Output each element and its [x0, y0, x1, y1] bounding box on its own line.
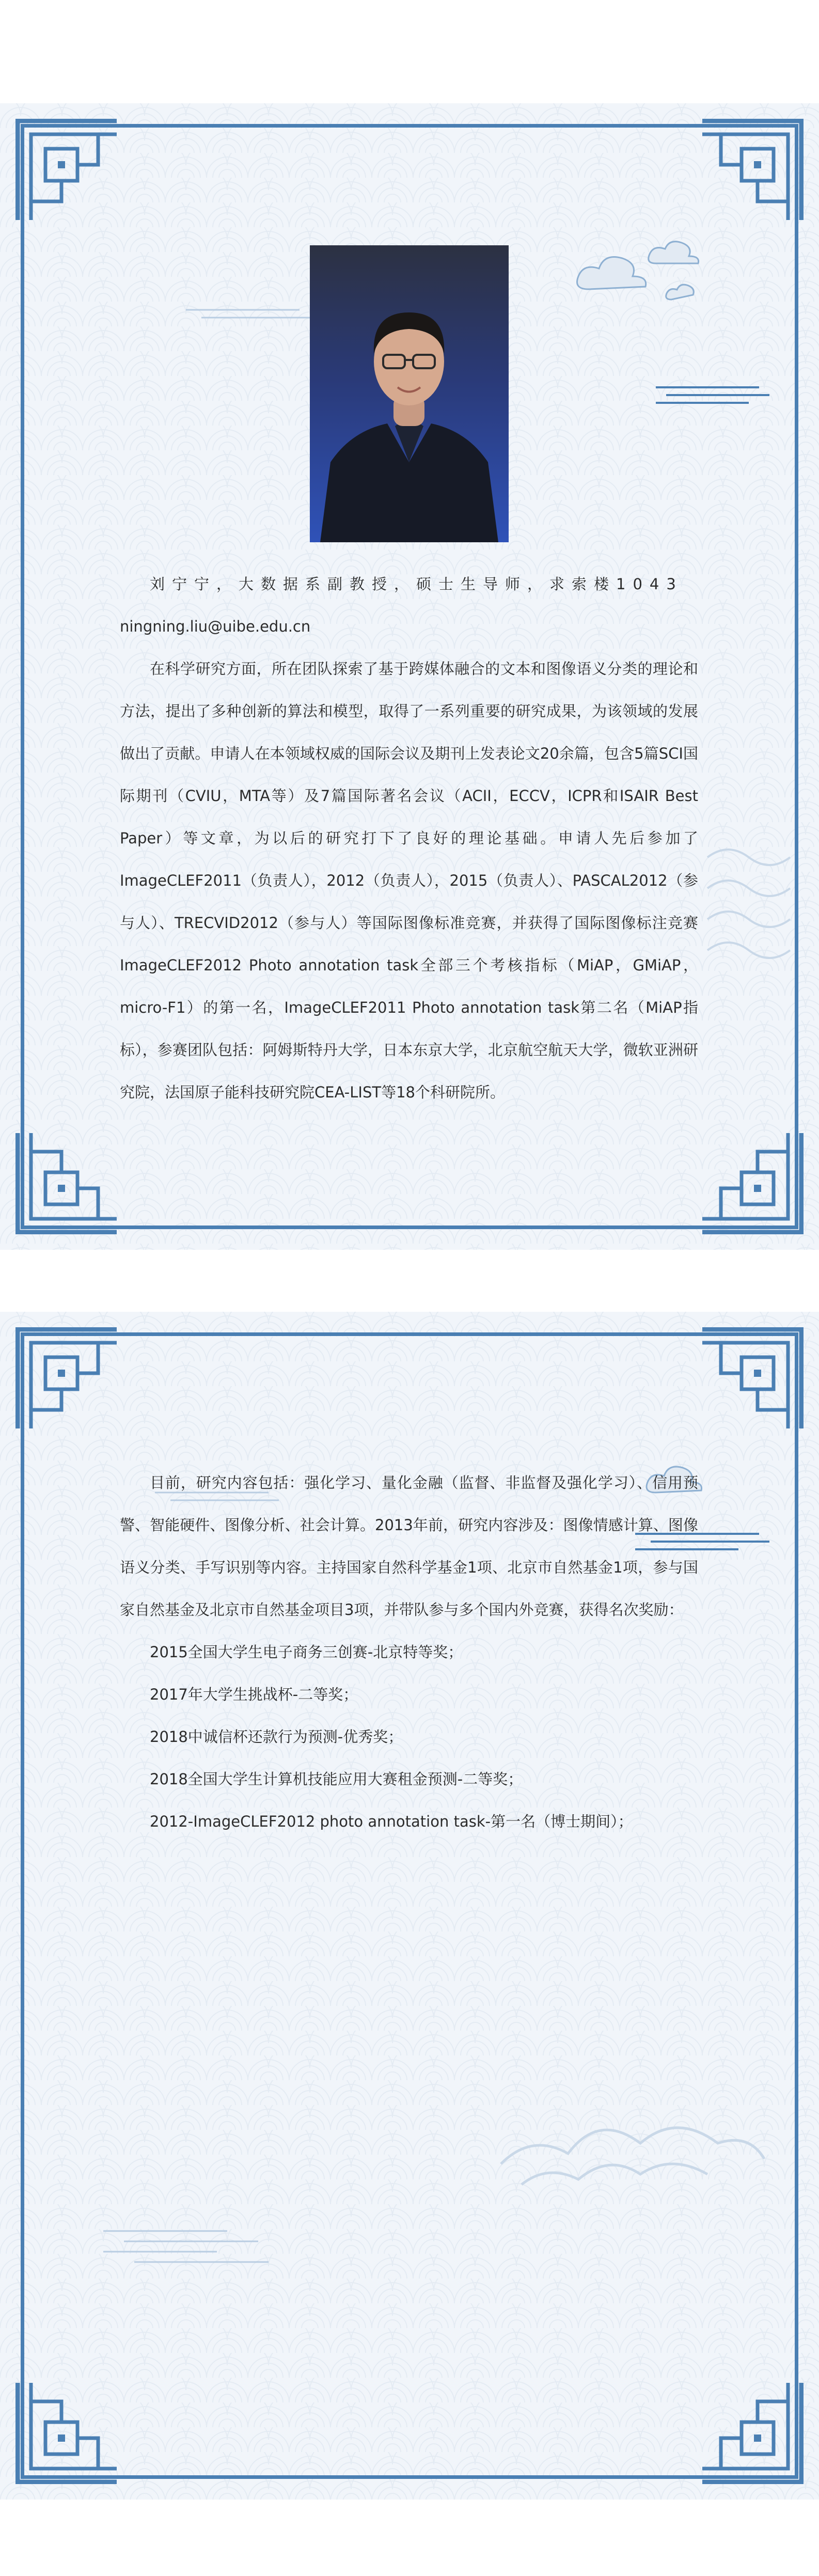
cloud-ornament-large: [491, 2086, 780, 2200]
award-item: 2017年大学生挑战杯-二等奖；: [150, 1686, 358, 1703]
corner-ornament-top-right: [700, 1327, 804, 1431]
line-ornament: [656, 382, 780, 413]
email-text: ningning.liu@uibe.edu.cn: [120, 618, 311, 635]
research-paragraph: 目前，研究内容包括：强化学习、量化金融（监督、非监督及强化学习）、信用预警、智能硬件、图像分析、社会计算。2013年前，研究内容涉及：图像情感计算、图像语义分类、手写识别等内容。主持国家自然科学基金1项、北京市自然基金1项，参与国家自然基金及北京市自然基金项目3项，并带队参与多个国内外竞赛，获得名次奖励：: [120, 1474, 698, 1619]
award-item: 2012-ImageCLEF2012 photo annotation task-第一名（博士期间）；: [150, 1813, 633, 1830]
award-item: 2018中诚信杯还款行为预测-优秀奖；: [150, 1728, 403, 1746]
corner-ornament-top-left: [15, 119, 119, 222]
document-page-1: [0, 103, 819, 1250]
profile-photo: [310, 245, 509, 542]
bio-text: [120, 563, 698, 1113]
cloud-ornament: [568, 232, 723, 315]
award-item: 2018全国大学生计算机技能应用大赛租金预测-二等奖；: [150, 1770, 523, 1788]
corner-ornament-bottom-left: [15, 1131, 119, 1234]
corner-ornament-bottom-right: [700, 2381, 804, 2484]
research-text: [120, 1462, 698, 1843]
line-ornament-faint: [186, 305, 310, 325]
corner-ornament-top-right: [700, 119, 804, 222]
corner-ornament-top-left: [15, 1327, 119, 1431]
corner-ornament-bottom-left: [15, 2381, 119, 2484]
corner-ornament-bottom-right: [700, 1131, 804, 1234]
document-page-2: [0, 1312, 819, 2500]
cloud-ornament-side: [697, 837, 800, 971]
research-paragraph: 在科学研究方面，所在团队探索了基于跨媒体融合的文本和图像语义分类的理论和方法，提出了多种创新的算法和模型，取得了一系列重要的研究成果，为该领域的发展做出了贡献。申请人在本领域权威的国际会议及期刊上发表论文20余篇，包含5篇SCI国际期刊（CVIU，MTA等）及7篇国际著名会议（ACII，ECCV，ICPR和ISAIR Best Paper）等文章，为以后的研究打下了良好的理论基础。申请人先后参加了ImageCLEF2011（负责人），2012（负责人），2015（负责人）、PASCAL2012（参与人）、TRECVID2012（参与人）等国际图像标准竞赛，并获得了国际图像标注竞赛ImageCLEF2012 Photo annotation task全部三个考核指标（MiAP，GMiAP，micro-F1）的第一名，ImageCLEF2011 Photo annotation task第二名（MiAP指标），参赛团队包括：阿姆斯特丹大学，日本东京大学，北京航空航天大学，微软亚洲研究院，法国原子能科技研究院CEA-LIST等18个科研院所。: [120, 660, 698, 1101]
award-item: 2015全国大学生电子商务三创赛-北京特等奖；: [150, 1643, 463, 1661]
line-ornament-bottom: [103, 2226, 269, 2272]
intro-line: 刘宁宁，大数据系副教授，硕士生导师，求索楼1043: [150, 575, 683, 593]
